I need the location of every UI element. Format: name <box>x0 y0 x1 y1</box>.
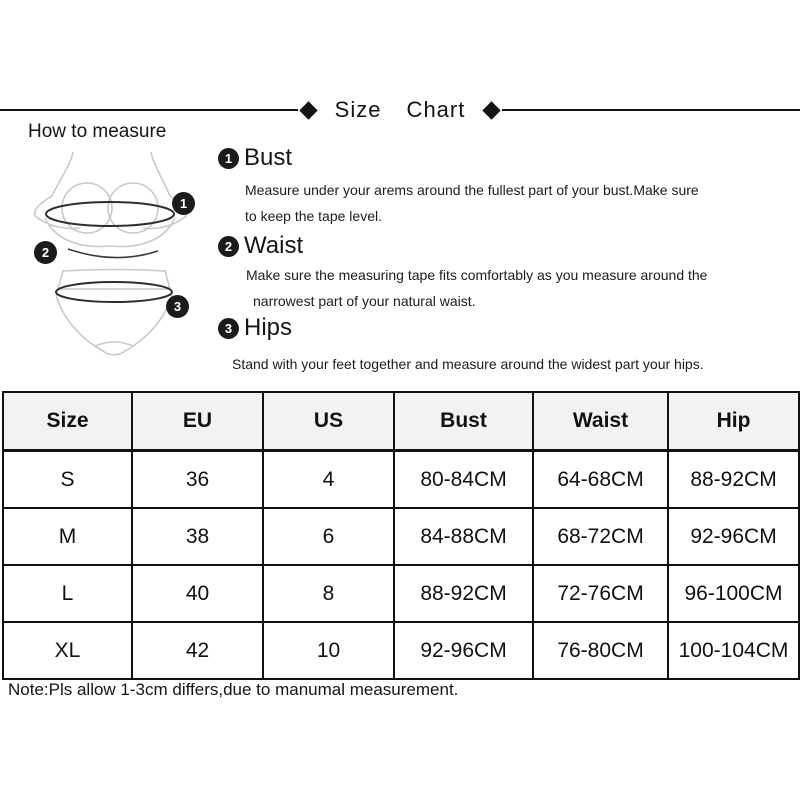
title-rule-right <box>502 109 800 111</box>
table-cell: 72-76CM <box>533 565 668 622</box>
waist-measure-line <box>68 249 158 258</box>
table-cell: 38 <box>132 508 263 565</box>
hips-instruction-line: Stand with your feet together and measure around the widest part your hips. <box>232 356 704 372</box>
bust-instruction-line: Measure under your arems around the fullest part of your bust.Make sure <box>245 182 699 198</box>
header-cell-size: Size <box>3 392 132 451</box>
waist-instruction-line: narrowest part of your natural waist. <box>253 293 476 309</box>
hips-heading: Hips <box>244 314 293 341</box>
bust-measure-line <box>46 202 174 226</box>
table-cell: XL <box>3 622 132 679</box>
table-header-row <box>3 392 799 451</box>
table-row <box>3 622 799 679</box>
instruction-section-hips <box>218 314 788 377</box>
measure-point-1-badge: 1 <box>172 192 195 215</box>
table-cell: S <box>3 451 132 509</box>
page-title: Size Chart <box>334 97 466 122</box>
table-cell: 10 <box>263 622 394 679</box>
hip-measure-line <box>56 282 172 302</box>
header-cell-hip: Hip <box>668 392 799 451</box>
waist-instruction-line: Make sure the measuring tape fits comfortably as you measure around the <box>246 267 708 283</box>
table-cell: 92-96CM <box>668 508 799 565</box>
table-cell: 4 <box>263 451 394 509</box>
hips-number-badge: 3 <box>218 318 239 339</box>
title-rule-left <box>0 109 298 111</box>
bra-illustration <box>35 152 187 247</box>
table-cell: 100-104CM <box>668 622 799 679</box>
waist-number-badge: 2 <box>218 236 239 257</box>
bust-number-badge: 1 <box>218 148 239 169</box>
table-cell: 6 <box>263 508 394 565</box>
table-cell: 96-100CM <box>668 565 799 622</box>
diamond-icon-left <box>299 101 317 119</box>
instruction-section-bust <box>218 144 788 229</box>
table-cell: L <box>3 565 132 622</box>
table-cell: 64-68CM <box>533 451 668 509</box>
table-cell: 76-80CM <box>533 622 668 679</box>
diamond-icon-right <box>483 101 501 119</box>
size-table <box>2 391 800 680</box>
instruction-section-waist <box>218 232 788 314</box>
header-cell-us: US <box>263 392 394 451</box>
header-cell-waist: Waist <box>533 392 668 451</box>
measure-point-2-badge: 2 <box>34 241 57 264</box>
waist-heading: Waist <box>244 232 304 259</box>
how-to-measure-heading: How to measure <box>28 121 167 142</box>
table-cell: 42 <box>132 622 263 679</box>
table-row <box>3 565 799 622</box>
table-cell: 68-72CM <box>533 508 668 565</box>
measure-point-3-badge: 3 <box>166 295 189 318</box>
table-cell: 40 <box>132 565 263 622</box>
table-cell: 8 <box>263 565 394 622</box>
table-cell: 84-88CM <box>394 508 533 565</box>
table-row <box>3 508 799 565</box>
bust-heading: Bust <box>244 144 293 171</box>
table-cell: 88-92CM <box>394 565 533 622</box>
bust-instruction-line: to keep the tape level. <box>245 208 382 224</box>
note-text: Note:Pls allow 1-3cm differs,due to manumal measurement. <box>8 680 459 699</box>
header-cell-eu: EU <box>132 392 263 451</box>
header-cell-bust: Bust <box>394 392 533 451</box>
table-row <box>3 451 799 509</box>
table-cell: M <box>3 508 132 565</box>
table-cell: 88-92CM <box>668 451 799 509</box>
title-band <box>0 96 800 124</box>
table-cell: 80-84CM <box>394 451 533 509</box>
table-cell: 36 <box>132 451 263 509</box>
table-cell: 92-96CM <box>394 622 533 679</box>
